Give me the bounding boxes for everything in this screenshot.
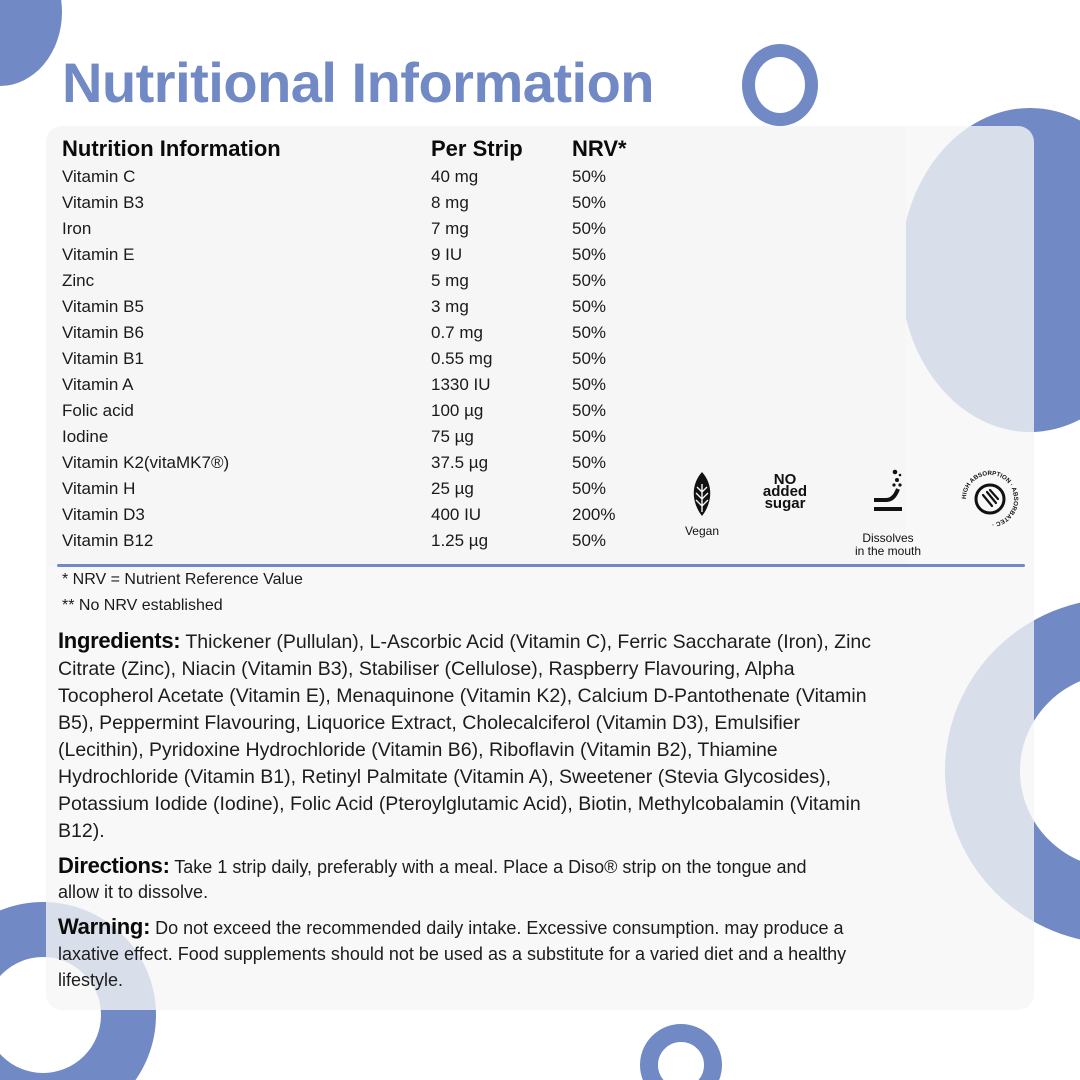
table-row (62, 242, 662, 268)
table-row (62, 476, 662, 502)
dissolve-icon (868, 468, 908, 518)
table-row (62, 372, 662, 398)
nrv-value: 50% (572, 375, 607, 394)
nrv-value: 50% (572, 297, 607, 316)
per-strip-value: 0.7 mg (431, 323, 483, 342)
nutrient-name: Vitamin A (62, 375, 134, 394)
header-nrv: NRV* (572, 136, 627, 161)
badge-dissolves-label (845, 532, 931, 558)
per-strip-value: 3 mg (431, 297, 469, 316)
dissolves-label-line1: Dissolves (862, 531, 914, 545)
per-strip-value: 40 mg (431, 167, 479, 186)
nutrient-name: Folic acid (62, 401, 134, 420)
nrv-value: 50% (572, 479, 607, 498)
warning-section (58, 914, 858, 993)
ingredients-section (58, 627, 878, 845)
header-per-strip: Per Strip (431, 136, 523, 161)
table-row (62, 320, 662, 346)
per-strip-value: 0.55 mg (431, 349, 493, 368)
absorbatec-seal-icon (959, 468, 1021, 530)
per-strip-value: 5 mg (431, 271, 469, 290)
seal-ring-text: HIGH ABSORPTION · ABSORBATEC · (960, 469, 1020, 528)
nutrient-name: Vitamin B12 (62, 531, 154, 550)
table-row (62, 398, 662, 424)
nutrient-name: Iron (62, 219, 92, 238)
per-strip-value: 9 IU (431, 245, 463, 264)
footnote-no-nrv: ** No NRV established (62, 597, 223, 614)
directions-label: Directions: (58, 853, 170, 878)
nrv-value: 50% (572, 531, 607, 550)
table-row (62, 216, 662, 242)
per-strip-value: 37.5 µg (431, 453, 489, 472)
no-sugar-line2: added (762, 483, 808, 500)
table-row (62, 424, 662, 450)
nutrient-name: Vitamin E (62, 245, 135, 264)
per-strip-value: 7 mg (431, 219, 469, 238)
nutrient-name: Zinc (62, 271, 95, 290)
nutrient-name: Vitamin B5 (62, 297, 144, 316)
no-sugar-line1: NO (773, 471, 797, 488)
per-strip-value: 400 IU (431, 505, 482, 524)
directions-section (58, 853, 818, 905)
nrv-value: 50% (572, 219, 607, 238)
nutrient-name: Vitamin K2(vitaMK7®) (62, 453, 230, 472)
nutrient-name: Vitamin B6 (62, 323, 144, 342)
nutrient-name: Vitamin H (62, 479, 136, 498)
per-strip-value: 75 µg (431, 427, 474, 446)
per-strip-value: 25 µg (431, 479, 474, 498)
feature-badges (670, 468, 1040, 563)
badge-no-added-sugar (750, 471, 820, 512)
decorative-circle-top-left (0, 0, 62, 86)
per-strip-value: 100 µg (431, 401, 484, 420)
ingredients-text: Thickener (Pullulan), L-Ascorbic Acid (Vitamin C), Ferric Saccharate (Iron), Zinc Citrate (Zinc), Niacin (Vitamin B3), Stabiliser (Cellulose), Raspberry Flavouring, Alpha Tocopherol Acetate (Vitamin E), Menaquinone (Vitamin K2), Calcium D-Pantothenate (Vitamin B5), Peppermint Flavouring, Liquorice Extract, Cholecalciferol (Vitamin D3), Emulsifier (Lecithin), Pyridoxine Hydrochloride (Vitamin B6), Riboflavin (Vitamin B2), Thiamine Hydrochloride (Vitamin B1), Retinyl Palmitate (Vitamin A), Sweetener (Stevia Glycosides), Potassium Iodide (Iodine), Folic Acid (Pteroylglutamic Acid), Biotin, Methylcobalamin (Vitamin B12). (58, 631, 871, 842)
table-header (62, 134, 662, 164)
table-row (62, 164, 662, 190)
badge-vegan (670, 468, 734, 538)
directions-text: Take 1 strip daily, preferably with a meal. Place a Diso® strip on the tongue and allow it to dissolve. (58, 857, 807, 902)
nrv-value: 50% (572, 401, 607, 420)
section-divider (57, 564, 1025, 567)
nutrient-name: Iodine (62, 427, 109, 446)
table-row (62, 450, 662, 476)
nrv-value: 50% (572, 427, 607, 446)
table-row (62, 268, 662, 294)
per-strip-value: 1330 IU (431, 375, 491, 394)
table-row (62, 294, 662, 320)
warning-text: Do not exceed the recommended daily intake. Excessive consumption. may produce a laxative effect. Food supplements should not be used as a substitute for a varied diet and a healthy lifestyle. (58, 918, 847, 990)
nrv-value: 50% (572, 193, 607, 212)
svg-text:HIGH ABSORPTION · ABSORBATEC · (961, 470, 1019, 528)
per-strip-value: 8 mg (431, 193, 469, 212)
per-strip-value: 1.25 µg (431, 531, 489, 550)
table-row (62, 502, 662, 528)
ingredients-label: Ingredients: (58, 628, 181, 653)
decorative-ring-top (742, 44, 818, 126)
nrv-value: 50% (572, 271, 607, 290)
nrv-value: 50% (572, 323, 607, 342)
dissolves-label-line2: in the mouth (854, 544, 922, 558)
no-sugar-line3: sugar (764, 495, 806, 512)
nrv-value: 50% (572, 245, 607, 264)
nrv-value: 50% (572, 167, 607, 186)
warning-label: Warning: (58, 914, 151, 939)
badge-high-absorption (955, 468, 1025, 533)
page-title: Nutritional Information (62, 51, 655, 114)
nrv-value: 50% (572, 349, 607, 368)
badge-vegan-label: Vegan (684, 524, 720, 538)
nrv-value: 50% (572, 453, 607, 472)
footnote-nrv: * NRV = Nutrient Reference Value (62, 571, 303, 588)
header-nutrition-information: Nutrition Information (62, 136, 281, 161)
nutrient-name: Vitamin B3 (62, 193, 144, 212)
nutrient-name: Vitamin D3 (62, 505, 145, 524)
nutrition-table (62, 134, 662, 554)
table-row (62, 528, 662, 554)
nutrient-name: Vitamin C (62, 167, 136, 186)
nutrient-name: Vitamin B1 (62, 349, 144, 368)
badge-dissolves (845, 468, 931, 558)
table-row (62, 190, 662, 216)
decorative-ring-bottom (640, 1024, 722, 1080)
leaf-icon (691, 472, 713, 516)
nrv-value: 200% (572, 505, 616, 524)
table-row (62, 346, 662, 372)
